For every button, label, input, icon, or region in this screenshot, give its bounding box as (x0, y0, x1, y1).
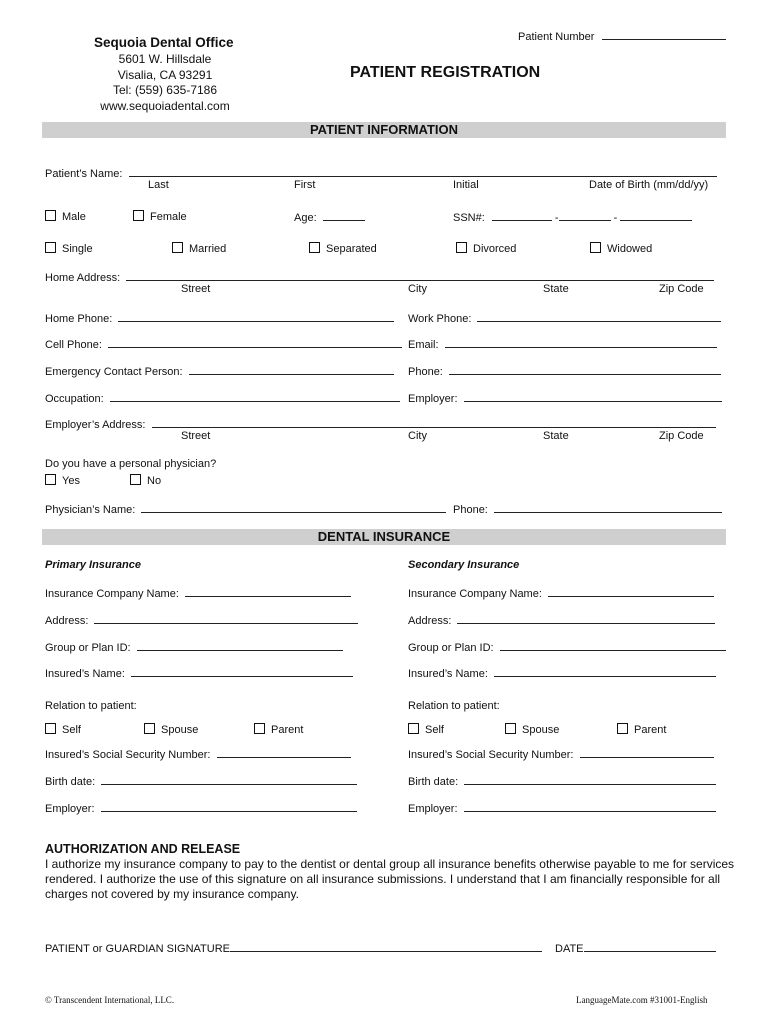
office-contact (45, 52, 285, 114)
female-option[interactable] (133, 210, 187, 223)
ssn-label: SSN#: (453, 212, 485, 224)
primary-insured-field[interactable] (131, 666, 353, 677)
primary-ssn-field[interactable] (217, 747, 351, 758)
footer-copyright: © Transcendent International, LLC. (45, 995, 175, 1005)
emp-addr-sub-street: Street (181, 430, 211, 442)
authorization-heading: AUTHORIZATION AND RELEASE (45, 842, 241, 856)
physician-question: Do you have a personal physician? (45, 458, 217, 470)
primary-self-option[interactable] (45, 723, 81, 736)
secondary-self-checkbox[interactable] (408, 723, 419, 734)
separated-checkbox[interactable] (309, 242, 320, 253)
employer-address-row (45, 417, 716, 431)
secondary-employer-label: Employer: (408, 803, 458, 815)
primary-spouse-checkbox[interactable] (144, 723, 155, 734)
primary-employer-field[interactable] (101, 801, 357, 812)
signature-field[interactable] (230, 941, 542, 952)
ssn-field-2[interactable] (559, 210, 611, 221)
date-row (555, 941, 716, 955)
primary-address-label: Address: (45, 615, 89, 627)
secondary-parent-checkbox[interactable] (617, 723, 628, 734)
divorced-option[interactable] (456, 242, 516, 255)
secondary-company-field[interactable] (548, 586, 714, 597)
physician-yes-option[interactable] (45, 474, 80, 487)
signature-row (45, 941, 542, 955)
secondary-insured-row (408, 666, 716, 680)
primary-ssn-row (45, 747, 351, 761)
primary-relation-label: Relation to patient: (45, 700, 137, 712)
secondary-birth-label: Birth date: (408, 776, 459, 788)
physician-no-label: No (147, 475, 162, 487)
patient-number-label: Patient Number (518, 31, 595, 43)
primary-address-field[interactable] (94, 613, 358, 624)
primary-employer-row (45, 801, 357, 815)
secondary-insured-label: Insured’s Name: (408, 668, 488, 680)
primary-birth-label: Birth date: (45, 776, 96, 788)
primary-employer-label: Employer: (45, 803, 95, 815)
ssn-field-1[interactable] (492, 210, 552, 221)
physician-name-label: Physician’s Name: (45, 504, 136, 516)
emp-addr-sub-city: City (408, 430, 427, 442)
date-field[interactable] (584, 941, 716, 952)
name-sub-first: First (294, 179, 316, 191)
secondary-spouse-option[interactable] (505, 723, 559, 736)
male-label: Male (62, 211, 86, 223)
office-address: 5601 W. Hillsdale (118, 52, 212, 66)
secondary-spouse-label: Spouse (522, 724, 560, 736)
married-option[interactable] (172, 242, 226, 255)
work-phone-field[interactable] (477, 311, 721, 322)
employer-label: Employer: (408, 393, 458, 405)
name-sub-last: Last (148, 179, 169, 191)
cell-phone-label: Cell Phone: (45, 339, 102, 351)
male-checkbox[interactable] (45, 210, 56, 221)
home-address-label: Home Address: (45, 272, 121, 284)
primary-company-field[interactable] (185, 586, 351, 597)
single-checkbox[interactable] (45, 242, 56, 253)
primary-parent-checkbox[interactable] (254, 723, 265, 734)
cell-phone-row (45, 337, 402, 351)
primary-company-label: Insurance Company Name: (45, 588, 179, 600)
primary-ssn-label: Insured’s Social Security Number: (45, 749, 211, 761)
emergency-phone-field[interactable] (449, 364, 721, 375)
physician-phone-row (453, 502, 722, 516)
separated-label: Separated (326, 243, 377, 255)
secondary-parent-option[interactable] (617, 723, 666, 736)
patient-name-label: Patient’s Name: (45, 168, 123, 180)
primary-insured-row (45, 666, 353, 680)
office-tel: Tel: (559) 635-7186 (112, 83, 218, 97)
dental-insurance-header (42, 529, 726, 545)
physician-no-option[interactable] (130, 474, 161, 487)
primary-group-label: Group or Plan ID: (45, 642, 131, 654)
secondary-address-row (408, 613, 715, 627)
cell-phone-field[interactable] (108, 337, 402, 348)
office-web: www.sequoiadental.com (100, 98, 230, 113)
page-title: PATIENT REGISTRATION (350, 64, 541, 81)
emergency-contact-field[interactable] (189, 364, 394, 375)
emergency-contact-label: Emergency Contact Person: (45, 366, 183, 378)
home-addr-sub-state: State (543, 283, 569, 295)
primary-spouse-option[interactable] (144, 723, 198, 736)
secondary-ssn-field[interactable] (580, 747, 714, 758)
physician-yes-checkbox[interactable] (45, 474, 56, 485)
secondary-insurance-heading: Secondary Insurance (408, 559, 520, 571)
married-checkbox[interactable] (172, 242, 183, 253)
patient-number (518, 29, 726, 43)
employer-address-label: Employer’s Address: (45, 419, 146, 431)
separated-option[interactable] (309, 242, 377, 255)
home-addr-sub-street: Street (181, 283, 211, 295)
work-phone-row (408, 311, 721, 325)
home-phone-label: Home Phone: (45, 313, 113, 325)
primary-insurance-heading: Primary Insurance (45, 559, 141, 571)
primary-spouse-label: Spouse (161, 724, 199, 736)
patient-info-title: PATIENT INFORMATION (309, 122, 459, 137)
age-row (294, 210, 365, 224)
ssn-row: SSN#: - - (453, 210, 692, 224)
primary-insured-label: Insured’s Name: (45, 668, 125, 680)
home-phone-row (45, 311, 394, 325)
signature-label: PATIENT or GUARDIAN SIGNATURE (45, 943, 230, 955)
single-label: Single (62, 243, 93, 255)
home-addr-sub-city: City (408, 283, 427, 295)
authorization-text: I authorize my insurance company to pay to the dentist or dental group all insurance benefits otherwise payable to me for services rendered. I authorize the use of this signature on all insurance submissions. I understand that I am financially responsible for all charges not covered by my insurance company. (45, 857, 735, 901)
secondary-group-row (408, 640, 726, 654)
secondary-address-field[interactable] (457, 613, 715, 624)
occupation-row (45, 391, 400, 405)
email-row (408, 337, 717, 351)
physician-phone-label: Phone: (453, 504, 488, 516)
occupation-label: Occupation: (45, 393, 104, 405)
email-field[interactable] (445, 337, 717, 348)
emergency-phone-label: Phone: (408, 366, 443, 378)
name-sub-dob: Date of Birth (mm/dd/yy) (589, 179, 709, 191)
employer-row (408, 391, 722, 405)
name-sub-initial: Initial (453, 179, 479, 191)
widowed-checkbox[interactable] (590, 242, 601, 253)
physician-name-row (45, 502, 446, 516)
secondary-parent-label: Parent (634, 724, 667, 736)
ssn-field-3[interactable] (620, 210, 692, 221)
patient-name-row (45, 166, 717, 180)
home-address-row (45, 270, 714, 284)
secondary-self-option[interactable] (408, 723, 444, 736)
widowed-option[interactable] (590, 242, 652, 255)
female-label: Female (150, 211, 187, 223)
primary-self-label: Self (62, 724, 81, 736)
widowed-label: Widowed (607, 243, 653, 255)
secondary-employer-row (408, 801, 716, 815)
age-field[interactable] (323, 210, 365, 221)
dental-insurance-title: DENTAL INSURANCE (317, 529, 451, 544)
secondary-company-label: Insurance Company Name: (408, 588, 542, 600)
secondary-ssn-row (408, 747, 714, 761)
secondary-ssn-label: Insured’s Social Security Number: (408, 749, 574, 761)
male-option[interactable] (45, 210, 86, 223)
footer-form-id: LanguageMate.com #31001-English (576, 995, 708, 1005)
secondary-birth-field[interactable] (464, 774, 716, 785)
patient-info-header (42, 122, 726, 138)
emergency-contact-row (45, 364, 394, 378)
divorced-checkbox[interactable] (456, 242, 467, 253)
female-checkbox[interactable] (133, 210, 144, 221)
emp-addr-sub-zip: Zip Code (659, 430, 704, 442)
work-phone-label: Work Phone: (408, 313, 472, 325)
divorced-label: Divorced (473, 243, 517, 255)
secondary-relation-label: Relation to patient: (408, 700, 500, 712)
emp-addr-sub-state: State (543, 430, 569, 442)
office-name: Sequoia Dental Office (94, 35, 234, 50)
office-city: Visalia, CA 93291 (117, 67, 213, 82)
physician-name-field[interactable] (141, 502, 446, 513)
physician-yes-label: Yes (62, 475, 80, 487)
physician-no-checkbox[interactable] (130, 474, 141, 485)
secondary-address-label: Address: (408, 615, 452, 627)
employer-field[interactable] (464, 391, 722, 402)
single-option[interactable] (45, 242, 93, 255)
employer-address-field[interactable] (152, 417, 716, 428)
age-label: Age: (294, 212, 317, 224)
secondary-employer-field[interactable] (464, 801, 716, 812)
secondary-group-field[interactable] (500, 640, 726, 651)
home-addr-sub-zip: Zip Code (659, 283, 704, 295)
primary-address-row (45, 613, 358, 627)
home-phone-field[interactable] (118, 311, 394, 322)
physician-phone-field[interactable] (494, 502, 722, 513)
married-label: Married (189, 243, 227, 255)
secondary-insured-field[interactable] (494, 666, 716, 677)
primary-self-checkbox[interactable] (45, 723, 56, 734)
patient-name-field[interactable] (129, 166, 717, 177)
emergency-phone-row (408, 364, 721, 378)
secondary-spouse-checkbox[interactable] (505, 723, 516, 734)
primary-parent-label: Parent (271, 724, 304, 736)
patient-number-field[interactable] (602, 29, 726, 40)
primary-group-row (45, 640, 343, 654)
primary-parent-option[interactable] (254, 723, 303, 736)
primary-company-row (45, 586, 351, 600)
primary-birth-row (45, 774, 357, 788)
date-label: DATE (555, 943, 584, 955)
secondary-company-row (408, 586, 714, 600)
email-label: Email: (408, 339, 439, 351)
home-address-field[interactable] (126, 270, 714, 281)
primary-birth-field[interactable] (101, 774, 357, 785)
secondary-birth-row (408, 774, 716, 788)
secondary-self-label: Self (425, 724, 444, 736)
secondary-group-label: Group or Plan ID: (408, 642, 494, 654)
primary-group-field[interactable] (137, 640, 343, 651)
occupation-field[interactable] (110, 391, 400, 402)
